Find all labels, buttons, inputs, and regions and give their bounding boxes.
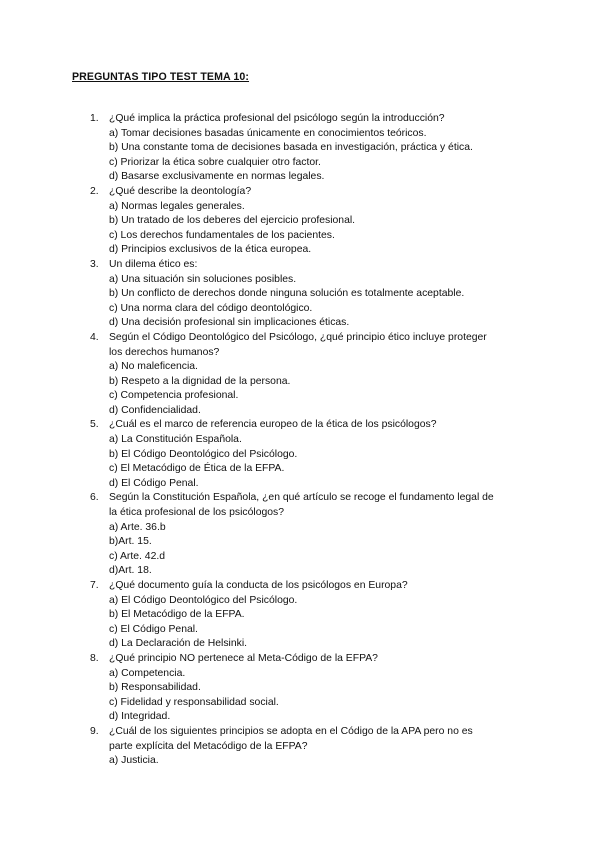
answer-option: b) Una constante toma de decisiones basada en investigación, práctica y ética. [109, 142, 473, 154]
answer-option: a) Arte. 36.b [109, 521, 166, 533]
question-text: Según el Código Deontológico del Psicólogo, ¿qué principio ético incluye proteger los derechos humanos? [109, 331, 487, 358]
question-text: ¿Qué documento guía la conducta de los psicólogos en Europa? [109, 580, 408, 591]
question-item [0, 112, 499, 185]
question-text: Un dilema ético es: [109, 258, 198, 270]
option-list [109, 754, 499, 769]
answer-option: a) La Constitución Española. [109, 434, 242, 446]
question-text: ¿Cuál es el marco de referencia europeo de la ética de los psicólogos? [109, 419, 437, 431]
question-item [0, 725, 499, 769]
answer-option: c) El Código Penal. [109, 623, 198, 635]
answer-option: c) Priorizar la ética sobre cualquier otro factor. [109, 156, 321, 168]
answer-option: b) Responsabilidad. [109, 682, 201, 694]
answer-option: d) Basarse exclusivamente en normas legales. [109, 171, 325, 183]
question-text: ¿Qué implica la práctica profesional del psicólogo según la introducción? [109, 113, 445, 124]
answer-option: b) Respeto a la dignidad de la persona. [109, 375, 291, 387]
answer-option: a) Una situación sin soluciones posibles. [109, 273, 297, 285]
question-item [0, 652, 499, 725]
answer-option: d) Integridad. [109, 711, 171, 723]
question-number: 8. [90, 652, 99, 664]
answer-option: d) Confidencialidad. [109, 404, 201, 416]
answer-option: d)Art. 18. [109, 565, 152, 577]
question-number: 9. [90, 725, 99, 737]
answer-option: c) Competencia profesional. [109, 390, 239, 402]
question-item [0, 579, 499, 652]
question-item [0, 331, 499, 419]
answer-option: d) Principios exclusivos de la ética europea. [109, 244, 312, 256]
answer-option: b) Un conflicto de derechos donde ninguna solución es totalmente aceptable. [109, 288, 465, 300]
option-list [109, 127, 499, 185]
question-item [0, 491, 499, 579]
option-list [109, 667, 499, 725]
question-text: ¿Qué describe la deontología? [109, 185, 252, 197]
answer-option: a) Normas legales generales. [109, 200, 245, 212]
question-number: 6. [90, 492, 99, 504]
answer-option: a) Tomar decisiones basadas únicamente en conocimientos teóricos. [109, 127, 427, 139]
question-number: 1. [90, 113, 99, 124]
answer-option: c) Una norma clara del código deontológico. [109, 302, 313, 314]
answer-option: c) Los derechos fundamentales de los pacientes. [109, 229, 335, 241]
question-number: 2. [90, 185, 99, 197]
question-list [0, 112, 600, 769]
answer-option: b) Un tratado de los deberes del ejercicio profesional. [109, 215, 356, 227]
answer-option: a) Competencia. [109, 667, 186, 679]
page-title: PREGUNTAS TIPO TEST TEMA 10: [72, 71, 250, 83]
option-list [109, 360, 499, 418]
answer-option: d) La Declaración de Helsinki. [109, 638, 248, 650]
question-item [0, 185, 499, 258]
answer-option: a) El Código Deontológico del Psicólogo. [109, 594, 298, 606]
question-number: 4. [90, 331, 99, 343]
answer-option: b)Art. 15. [109, 536, 152, 548]
option-list [109, 594, 499, 652]
answer-option: b) El Metacódigo de la EFPA. [109, 609, 245, 621]
answer-option: b) El Código Deontológico del Psicólogo. [109, 448, 298, 460]
question-item [0, 258, 499, 331]
option-list [109, 521, 499, 579]
question-number: 5. [90, 419, 99, 431]
question-item [0, 418, 499, 491]
question-text: ¿Qué principio NO pertenece al Meta-Código de la EFPA? [109, 652, 378, 664]
answer-option: c) Fidelidad y responsabilidad social. [109, 696, 279, 708]
option-list [109, 273, 499, 331]
question-number: 3. [90, 258, 99, 270]
answer-option: c) Arte. 42.d [109, 550, 166, 562]
question-text: ¿Cuál de los siguientes principios se adopta en el Código de la APA pero no es parte explícita del Metacódigo de la EFPA? [109, 725, 473, 752]
answer-option: a) No maleficencia. [109, 361, 198, 373]
answer-option: a) Justicia. [109, 755, 159, 767]
answer-option: c) El Metacódigo de Ética de la EFPA. [109, 463, 285, 475]
answer-option: d) Una decisión profesional sin implicaciones éticas. [109, 317, 350, 329]
question-number: 7. [90, 580, 99, 591]
answer-option: d) El Código Penal. [109, 477, 199, 489]
question-text: Según la Constitución Española, ¿en qué artículo se recoge el fundamento legal de la ética profesional de los psicólogos? [109, 492, 494, 519]
option-list [109, 200, 499, 258]
option-list [109, 433, 499, 491]
